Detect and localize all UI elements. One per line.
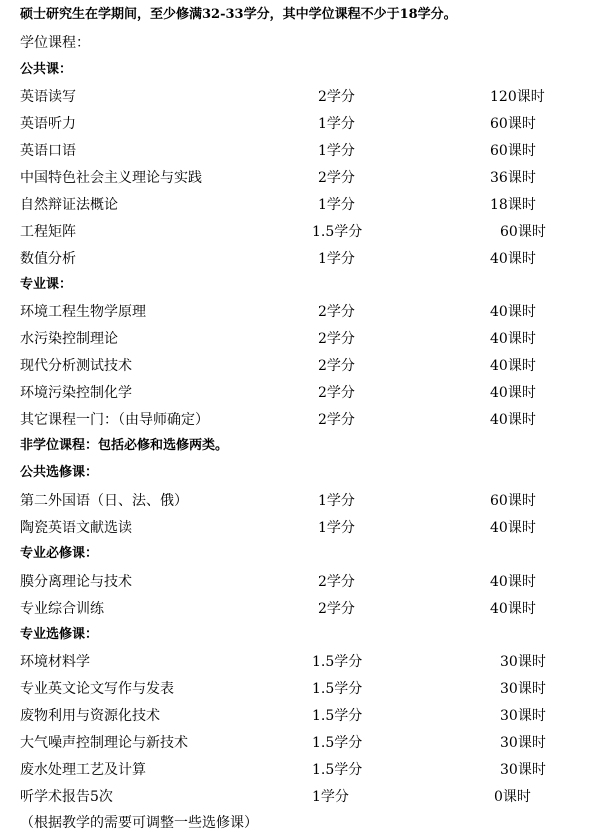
course-name: 膜分离理论与技术 (20, 574, 132, 590)
intro-text: 硕士研究生在学期间，至少修满32-33学分，其中学位课程不少于18学分。 (20, 7, 457, 22)
course-hours: 40课时 (490, 304, 536, 320)
major-elective-heading: 专业选修课： (20, 627, 99, 642)
footnote-text: （根据教学的需要可调整一些选修课） (20, 815, 258, 831)
course-row (20, 518, 580, 538)
course-row (20, 87, 580, 107)
course-row (20, 222, 580, 242)
course-row (20, 302, 580, 322)
course-credit: 2学分 (318, 304, 355, 320)
course-row (20, 491, 580, 511)
course-row (20, 679, 580, 699)
course-name: 中国特色社会主义理论与实践 (20, 170, 202, 186)
course-credit: 2学分 (318, 358, 355, 374)
course-hours: 60课时 (490, 143, 536, 159)
course-row (20, 168, 580, 188)
course-name: 第二外国语（日、法、俄） (20, 493, 188, 509)
course-hours: 0课时 (494, 789, 531, 805)
course-credit: 1学分 (318, 143, 355, 159)
course-row (20, 706, 580, 726)
course-hours: 30课时 (500, 681, 546, 697)
course-credit: 1.5学分 (312, 762, 363, 778)
course-row (20, 195, 580, 215)
course-name: 英语读写 (20, 89, 76, 105)
course-name: 大气噪声控制理论与新技术 (20, 735, 188, 751)
course-row (20, 652, 580, 672)
course-credit: 1学分 (318, 520, 355, 536)
course-hours: 40课时 (490, 601, 536, 617)
course-hours: 30课时 (500, 654, 546, 670)
course-name: 听学术报告5次 (20, 789, 113, 805)
course-credit: 2学分 (318, 601, 355, 617)
course-credit: 2学分 (318, 574, 355, 590)
course-hours: 40课时 (490, 331, 536, 347)
course-credit: 2学分 (318, 385, 355, 401)
course-row (20, 383, 580, 403)
course-credit: 1学分 (318, 493, 355, 509)
course-credit: 2学分 (318, 170, 355, 186)
course-hours: 18课时 (490, 197, 536, 213)
course-credit: 1.5学分 (312, 654, 363, 670)
course-name: 英语听力 (20, 116, 76, 132)
course-credit: 2学分 (318, 89, 355, 105)
course-name: 现代分析测试技术 (20, 358, 132, 374)
public-courses-heading: 公共课： (20, 62, 73, 77)
course-hours: 40课时 (490, 520, 536, 536)
course-name: 水污染控制理论 (20, 331, 118, 347)
course-hours: 120课时 (490, 89, 545, 105)
major-courses-heading: 专业课： (20, 277, 73, 292)
degree-courses-heading: 学位课程： (20, 35, 90, 51)
public-elective-heading: 公共选修课： (20, 465, 99, 480)
course-hours: 40课时 (490, 574, 536, 590)
course-hours: 30课时 (500, 735, 546, 751)
course-hours: 60课时 (490, 493, 536, 509)
course-credit: 2学分 (318, 331, 355, 347)
course-name: 环境材料学 (20, 654, 90, 670)
course-row (20, 141, 580, 161)
non-degree-heading: 非学位课程：包括必修和选修两类。 (20, 438, 229, 453)
course-credit: 1.5学分 (312, 681, 363, 697)
course-row (20, 733, 580, 753)
course-name: 废水处理工艺及计算 (20, 762, 146, 778)
course-credit: 1学分 (318, 251, 355, 267)
course-name: 专业综合训练 (20, 601, 104, 617)
course-credit: 1.5学分 (312, 708, 363, 724)
course-hours: 40课时 (490, 412, 536, 428)
course-hours: 40课时 (490, 385, 536, 401)
course-row (20, 760, 580, 780)
course-credit: 1.5学分 (312, 224, 363, 240)
course-name: 工程矩阵 (20, 224, 76, 240)
course-name: 其它课程一门：（由导师确定） (20, 412, 209, 428)
course-hours: 30课时 (500, 762, 546, 778)
course-credit: 1学分 (318, 197, 355, 213)
course-name: 陶瓷英语文献选读 (20, 520, 132, 536)
course-hours: 40课时 (490, 358, 536, 374)
course-hours: 60课时 (500, 224, 546, 240)
course-row (20, 114, 580, 134)
course-credit: 1学分 (312, 789, 349, 805)
course-name: 环境工程生物学原理 (20, 304, 146, 320)
course-hours: 40课时 (490, 251, 536, 267)
course-name: 英语口语 (20, 143, 76, 159)
course-credit: 1学分 (318, 116, 355, 132)
course-name: 数值分析 (20, 251, 76, 267)
course-credit: 1.5学分 (312, 735, 363, 751)
course-name: 环境污染控制化学 (20, 385, 132, 401)
course-hours: 60课时 (490, 116, 536, 132)
major-required-heading: 专业必修课： (20, 546, 99, 561)
course-row (20, 410, 580, 430)
course-name: 自然辩证法概论 (20, 197, 118, 213)
course-row (20, 249, 580, 269)
course-row (20, 356, 580, 376)
course-row (20, 599, 580, 619)
course-credit: 2学分 (318, 412, 355, 428)
course-hours: 36课时 (490, 170, 536, 186)
course-name: 废物利用与资源化技术 (20, 708, 160, 724)
course-hours: 30课时 (500, 708, 546, 724)
course-row (20, 329, 580, 349)
course-row (20, 787, 580, 807)
course-name: 专业英文论文写作与发表 (20, 681, 174, 697)
course-row (20, 572, 580, 592)
